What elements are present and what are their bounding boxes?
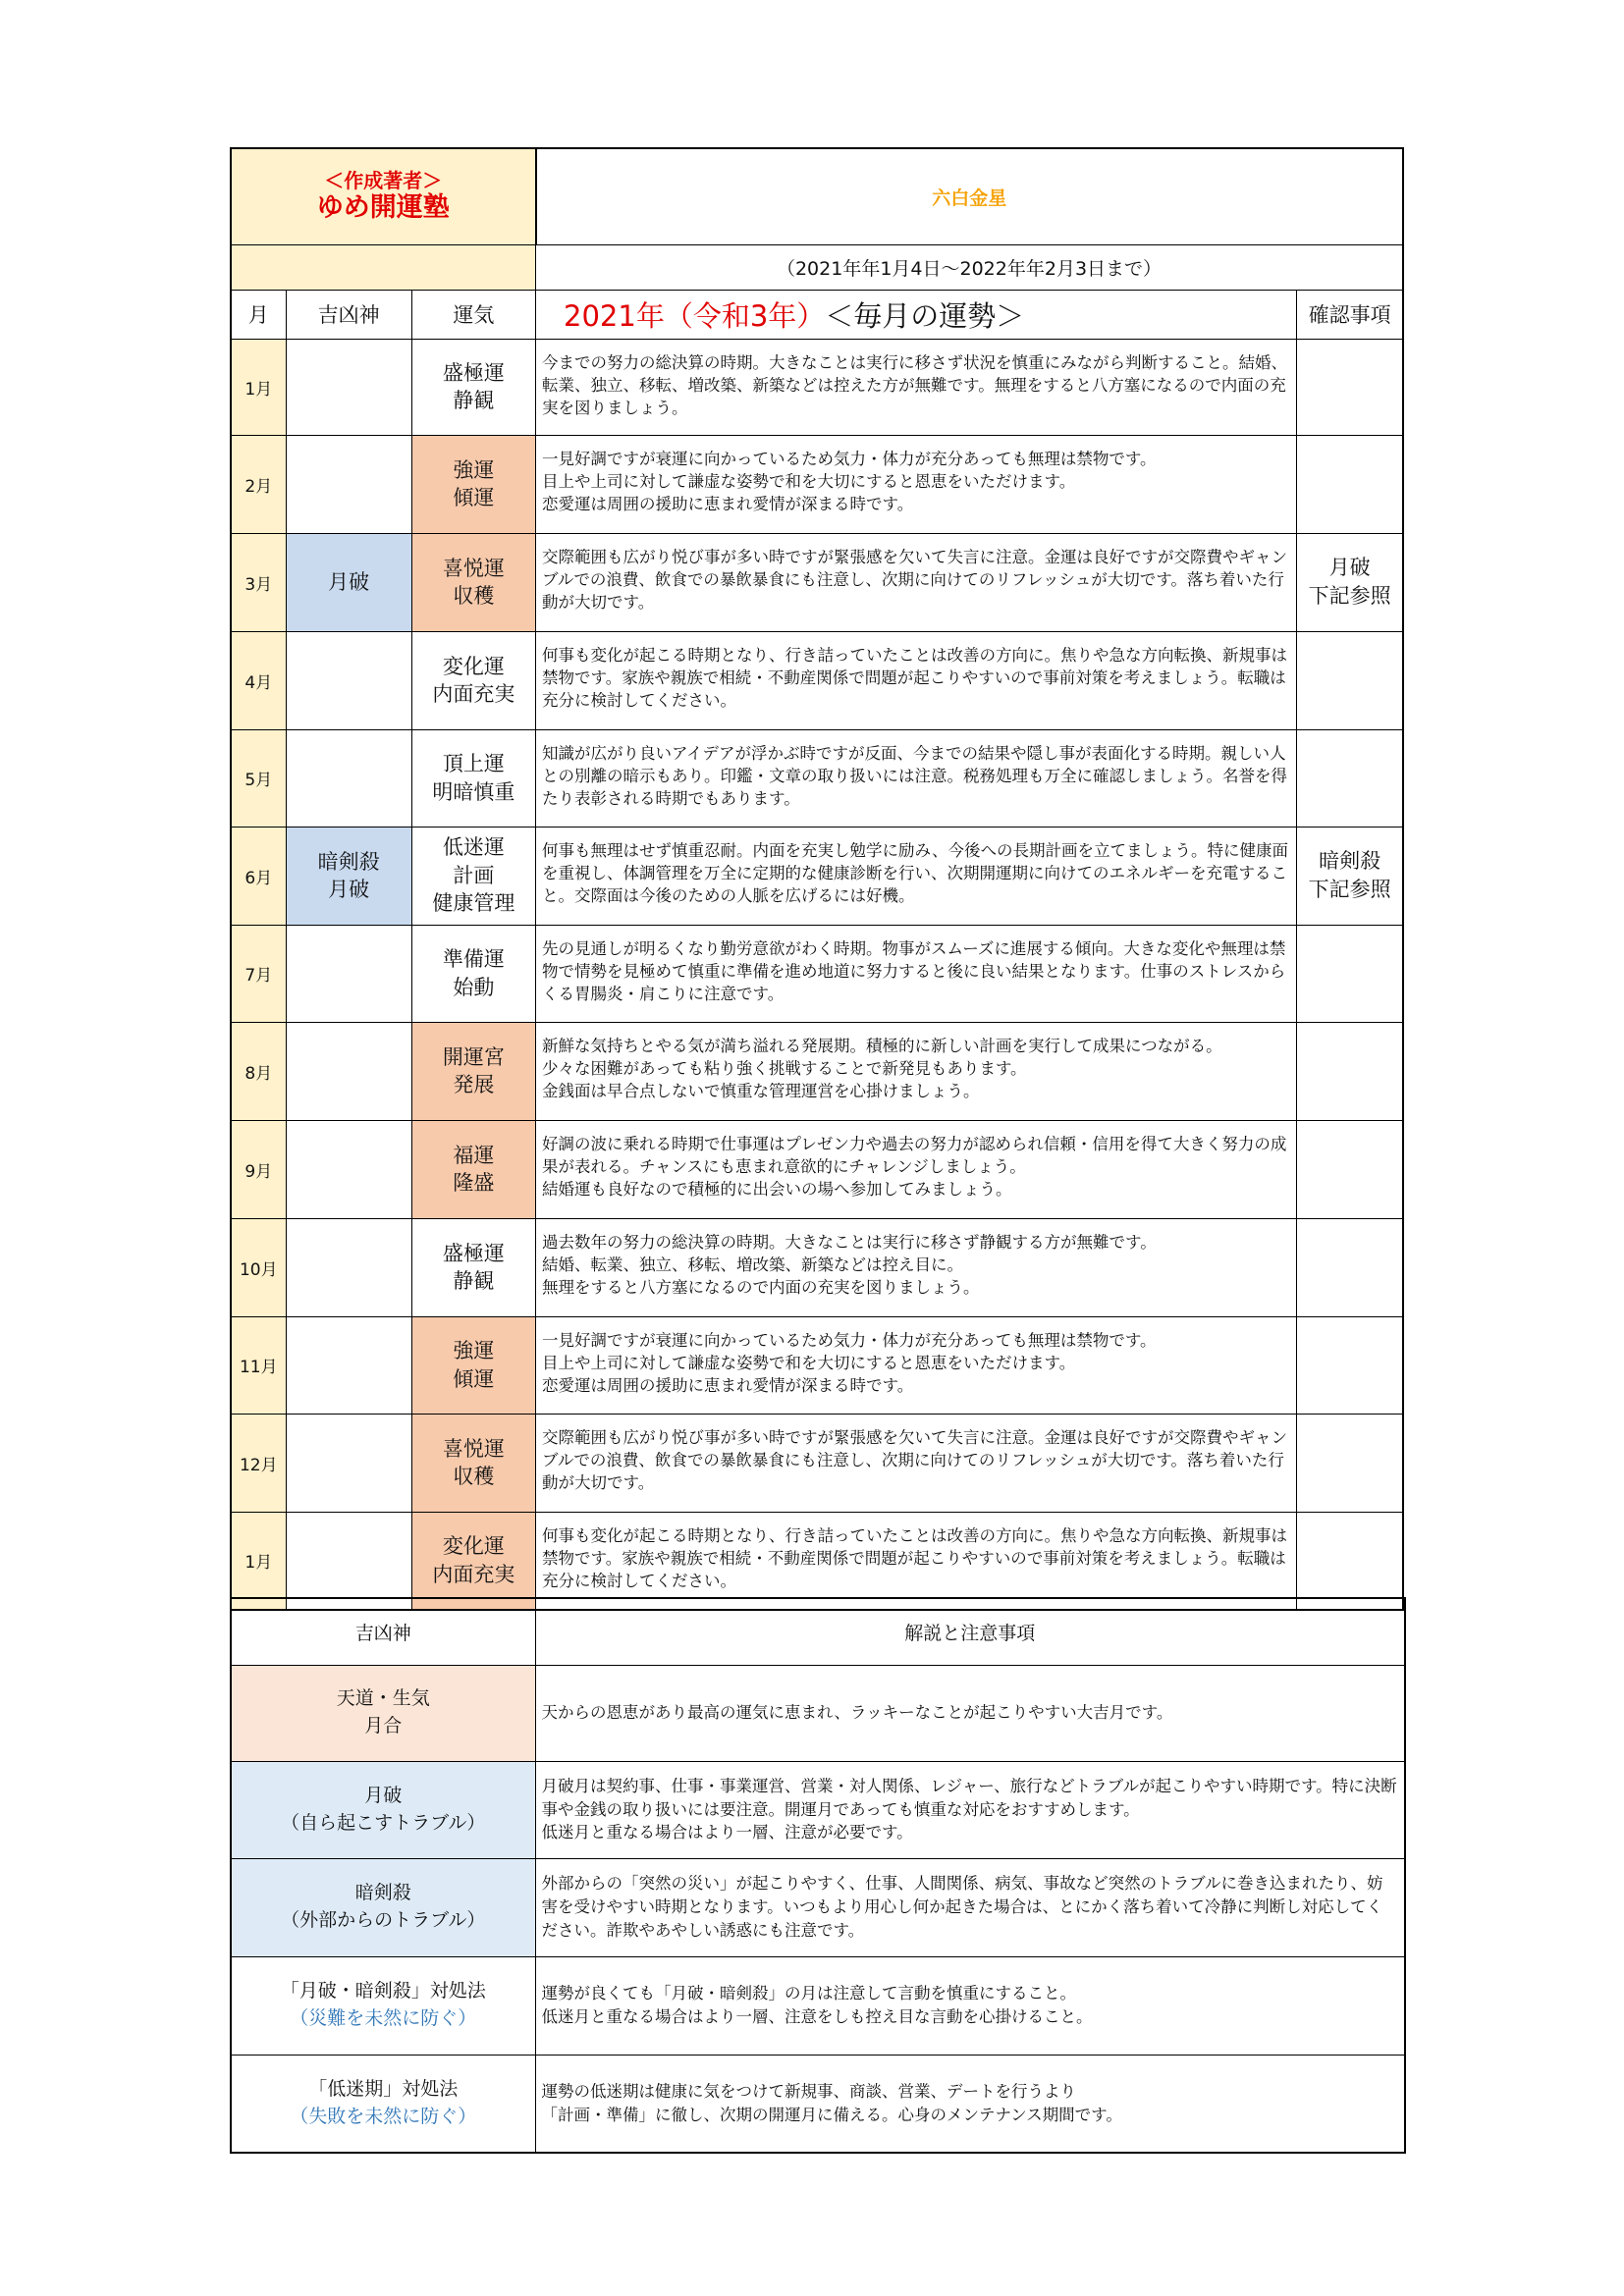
check-item [1297, 1316, 1403, 1414]
fortune-line: 変化運 [442, 654, 505, 678]
fortune-line: 低迷運 [442, 835, 505, 860]
table-title [536, 290, 1297, 339]
fortune-line: 盛極運 [442, 1241, 505, 1265]
month-row [231, 339, 1403, 435]
column-kikkyo: 吉凶神 [286, 290, 411, 339]
column-confirm: 確認事項 [1297, 290, 1403, 339]
check-line: 下記参照 [1308, 878, 1391, 901]
fortune-line: 喜悦運 [442, 1436, 505, 1461]
notes-row [231, 1665, 1405, 1761]
month-label: 1月 [231, 339, 286, 435]
check-item [1297, 925, 1403, 1022]
month-row [231, 925, 1403, 1022]
month-row [231, 1414, 1403, 1512]
kikkyo-value [286, 435, 411, 533]
notes-label-line: （失敗を未然に防ぐ） [290, 2105, 477, 2127]
notes-label-line: 月合 [364, 1715, 403, 1736]
fortune-description: 一見好調ですが衰運に向かっているため気力・体力が充分あっても無理は禁物です。 目上や上司に対して謙虚な姿勢で和を大切にすると恩恵をいただけます。 恋愛運は周囲の援助に恵まれ愛情が深まる時です。 [536, 1316, 1297, 1414]
notes-label-line: 月破 [364, 1784, 403, 1806]
fortune-line: 収穫 [453, 1465, 495, 1488]
fortune-line: 傾運 [453, 1366, 495, 1391]
fortune-value [411, 533, 535, 631]
month-label: 9月 [231, 1120, 286, 1218]
column-month: 月 [231, 290, 286, 339]
period: （2021年年1月4日～2022年年2月3日まで） [536, 244, 1403, 290]
fortune-line: 始動 [453, 975, 495, 999]
check-item [1297, 631, 1403, 729]
fortune-line: 喜悦運 [442, 556, 505, 580]
kikkyo-value [286, 729, 411, 827]
notes-label-line: （外部からのトラブル） [281, 1909, 486, 1931]
notes-label-line: （災難を未然に防ぐ） [290, 2007, 477, 2029]
month-label: 7月 [231, 925, 286, 1022]
fortune-value [411, 925, 535, 1022]
fortune-value [411, 435, 535, 533]
month-row [231, 533, 1403, 631]
fortune-line: 計画 [453, 863, 495, 887]
month-row [231, 435, 1403, 533]
fortune-value [411, 1512, 535, 1610]
fortune-line: 傾運 [453, 486, 495, 509]
fortune-line: 準備運 [442, 947, 505, 972]
month-label: 4月 [231, 631, 286, 729]
fortune-description: 好調の波に乗れる時期で仕事運はプレゼン力や過去の努力が認められ信頼・信用を得て大きく努力の成果が表れる。チャンスにも恵まれ意欲的にチャレンジしましょう。 結婚運も良好なので積極的に出会いの場へ参加してみましょう。 [536, 1120, 1297, 1218]
month-label: 3月 [231, 533, 286, 631]
check-item [1297, 729, 1403, 827]
fortune-line: 隆盛 [453, 1171, 495, 1195]
notes-label [231, 1956, 535, 2055]
kikkyo-value [286, 339, 411, 435]
notes-description: 運勢の低迷期は健康に気をつけて新規事、商談、営業、デートを行うより 「計画・準備」に徹し、次期の開運月に備える。心身のメンテナンス期間です。 [535, 2055, 1405, 2153]
fortune-line: 収穫 [453, 584, 495, 608]
kikkyo-value [286, 631, 411, 729]
fortune-description: 過去数年の努力の総決算の時期。大きなことは実行に移さず静観する方が無難です。 結婚、転業、独立、移転、増改築、新築などは控え目に。 無理をすると八方塞になるので内面の充実を図りましょう。 [536, 1218, 1297, 1316]
month-label: 5月 [231, 729, 286, 827]
fortune-line: 変化運 [442, 1534, 505, 1559]
fortune-line: 頂上運 [442, 752, 505, 776]
check-item [1297, 827, 1403, 925]
month-label: 12月 [231, 1414, 286, 1512]
fortune-line: 静観 [453, 1269, 495, 1293]
star-name: 六白金星 [536, 148, 1403, 244]
month-label: 8月 [231, 1022, 286, 1120]
month-label: 6月 [231, 827, 286, 925]
fortune-description: 交際範囲も広がり悦び事が多い時ですが緊張感を欠いて失言に注意。金運は良好ですが交際費やギャンブルでの浪費、飲食での暴飲暴食にも注意し、次期に向けてのリフレッシュが大切です。落ち着いた行動が大切です。 [536, 1414, 1297, 1512]
notes-row [231, 1956, 1405, 2055]
month-label: 1月 [231, 1512, 286, 1610]
notes-label-line: 「月破・暗剣殺」対処法 [280, 1980, 486, 2002]
check-line: 月破 [1328, 555, 1371, 579]
check-item [1297, 1512, 1403, 1610]
fortune-description: 先の見通しが明るくなり勤労意欲がわく時期。物事がスムーズに進展する傾向。大きな変化や無理は禁物で情勢を見極めて慎重に準備を進め地道に努力すると後に良い結果となります。仕事のストレスからくる胃腸炎・肩こりに注意です。 [536, 925, 1297, 1022]
fortune-description: 交際範囲も広がり悦び事が多い時ですが緊張感を欠いて失言に注意。金運は良好ですが交際費やギャンブルでの浪費、飲食での暴飲暴食にも注意し、次期に向けてのリフレッシュが大切です。落ち着いた行動が大切です。 [536, 533, 1297, 631]
fortune-line: 内面充実 [432, 1562, 515, 1586]
notes-label-line: 天道・生気 [336, 1687, 430, 1710]
kikkyo-value [286, 1512, 411, 1610]
fortune-line: 明暗慎重 [432, 779, 515, 804]
fortune-description: 一見好調ですが衰運に向かっているため気力・体力が充分あっても無理は禁物です。 目上や上司に対して謙虚な姿勢で和を大切にすると恩恵をいただけます。 恋愛運は周囲の援助に恵まれ愛情が深まる時です。 [536, 435, 1297, 533]
notes-table [230, 1597, 1406, 2154]
notes-head-kikkyo: 吉凶神 [231, 1598, 535, 1665]
fortune-line: 発展 [453, 1073, 495, 1096]
kikkyo-value [286, 1218, 411, 1316]
fortune-value [411, 1120, 535, 1218]
fortune-line: 福運 [453, 1143, 495, 1167]
fortune-value [411, 1414, 535, 1512]
title-year: 2021年（令和3年） [564, 298, 826, 333]
column-fortune: 運気 [411, 290, 535, 339]
fortune-value [411, 1218, 535, 1316]
fortune-description: 今までの努力の総決算の時期。大きなことは実行に移さず状況を慎重にみながら判断すること。結婚、転業、独立、移転、増改築、新築などは控えた方が無難です。無理をすると八方塞になるので内面の充実を図りましょう。 [536, 339, 1297, 435]
notes-label [231, 1858, 535, 1956]
fortune-description: 知識が広がり良いアイデアが浮かぶ時ですが反面、今までの結果や隠し事が表面化する時期。親しい人との別離の暗示もあり。印鑑・文章の取り扱いには注意。税務処理も万全に確認しましょう。名誉を得たり表彰される時期でもあります。 [536, 729, 1297, 827]
fortune-value [411, 729, 535, 827]
kikkyo-value [286, 925, 411, 1022]
fortune-value [411, 631, 535, 729]
monthly-fortune-table [230, 147, 1404, 1611]
month-label: 2月 [231, 435, 286, 533]
author-cell-bottom [231, 244, 536, 290]
fortune-line: 盛極運 [442, 360, 505, 385]
kikkyo-value [286, 1414, 411, 1512]
fortune-description: 新鮮な気持ちとやる気が満ち溢れる発展期。積極的に新しい計画を実行して成果につながる。 少々な困難があっても粘り強く挑戦することで新発見もあります。 金銭面は早合点しないで慎重な管理運営を心掛けましょう。 [536, 1022, 1297, 1120]
month-row [231, 631, 1403, 729]
check-item [1297, 1414, 1403, 1512]
notes-label [231, 1665, 535, 1761]
month-row [231, 1512, 1403, 1610]
check-item [1297, 1218, 1403, 1316]
notes-label-line: （自ら起こすトラブル） [281, 1811, 486, 1834]
month-row [231, 1120, 1403, 1218]
notes-label-line: 暗剣殺 [354, 1882, 411, 1904]
fortune-line: 静観 [453, 389, 495, 412]
month-row [231, 1022, 1403, 1120]
kikkyo-value: 暗剣殺 月破 [286, 827, 411, 925]
fortune-description: 何事も変化が起こる時期となり、行き詰っていたことは改善の方向に。焦りや急な方向転換、新規事は禁物です。家族や親族で相続・不動産関係で問題が起こりやすいので事前対策を考えましょう。転職は充分に検討してください。 [536, 1512, 1297, 1610]
notes-label [231, 2055, 535, 2153]
notes-description: 外部からの「突然の災い」が起こりやすく、仕事、人間関係、病気、事故など突然のトラブルに巻き込まれたり、妨害を受けやすい時期となります。いつもより用心し何か起きた場合は、とにかく落ち着いて冷静に判断し対応してください。詐欺やあやしい誘惑にも注意です。 [535, 1858, 1405, 1956]
kikkyo-value [286, 1120, 411, 1218]
fortune-value [411, 339, 535, 435]
fortune-line: 強運 [453, 457, 495, 482]
check-line: 暗剣殺 [1319, 848, 1381, 873]
notes-label [231, 1761, 535, 1858]
notes-head-explanation: 解説と注意事項 [535, 1598, 1405, 1665]
month-row [231, 827, 1403, 925]
check-item [1297, 1120, 1403, 1218]
notes-description: 月破月は契約事、仕事・事業運営、営業・対人関係、レジャー、旅行などトラブルが起こりやすい時期です。特に決断事や金銭の取り扱いには要注意。開運月であっても慎重な対応をおすすめします。 低迷月と重なる場合はより一層、注意が必要です。 [535, 1761, 1405, 1858]
kikkyo-value [286, 1316, 411, 1414]
author-name: ゆめ開運塾 [316, 192, 450, 224]
fortune-line: 開運宮 [442, 1044, 505, 1069]
check-item [1297, 533, 1403, 631]
fortune-value [411, 1022, 535, 1120]
month-label: 11月 [231, 1316, 286, 1414]
check-item [1297, 435, 1403, 533]
notes-label-line: 「低迷期」対処法 [308, 2078, 459, 2101]
title-rest: ＜毎月の運勢＞ [825, 298, 1025, 333]
kikkyo-value: 月破 [286, 533, 411, 631]
fortune-value [411, 827, 535, 925]
fortune-description: 何事も無理はせず慎重忍耐。内面を充実し勉学に励み、今後への長期計画を立てましょう。特に健康面を重視し、体調管理を万全に定期的な健康診断を行い、次期開運期に向けてのエネルギーを充電すること。交際面は今後のための人脈を広げるには好機。 [536, 827, 1297, 925]
notes-description: 天からの恩恵があり最高の運気に恵まれ、ラッキーなことが起こりやすい大吉月です。 [535, 1665, 1405, 1761]
author-label: ＜作成著者＞ [324, 169, 443, 193]
check-item [1297, 1022, 1403, 1120]
month-label: 10月 [231, 1218, 286, 1316]
notes-row [231, 1858, 1405, 1956]
author-cell [231, 148, 536, 244]
notes-row [231, 2055, 1405, 2153]
fortune-value [411, 1316, 535, 1414]
check-line: 下記参照 [1308, 584, 1391, 608]
notes-row [231, 1761, 1405, 1858]
fortune-description: 何事も変化が起こる時期となり、行き詰っていたことは改善の方向に。焦りや急な方向転換、新規事は禁物です。家族や親族で相続・不動産関係で問題が起こりやすいので事前対策を考えましょう。転職は充分に検討してください。 [536, 631, 1297, 729]
notes-description: 運勢が良くても「月破・暗剣殺」の月は注意して言動を慎重にすること。 低迷月と重なる場合はより一層、注意をしも控え目な言動を心掛けること。 [535, 1956, 1405, 2055]
kikkyo-value [286, 1022, 411, 1120]
fortune-line: 強運 [453, 1339, 495, 1363]
check-item [1297, 339, 1403, 435]
month-row [231, 1218, 1403, 1316]
month-row [231, 1316, 1403, 1414]
fortune-line: 内面充実 [432, 682, 515, 706]
month-row [231, 729, 1403, 827]
fortune-line: 健康管理 [432, 891, 515, 916]
